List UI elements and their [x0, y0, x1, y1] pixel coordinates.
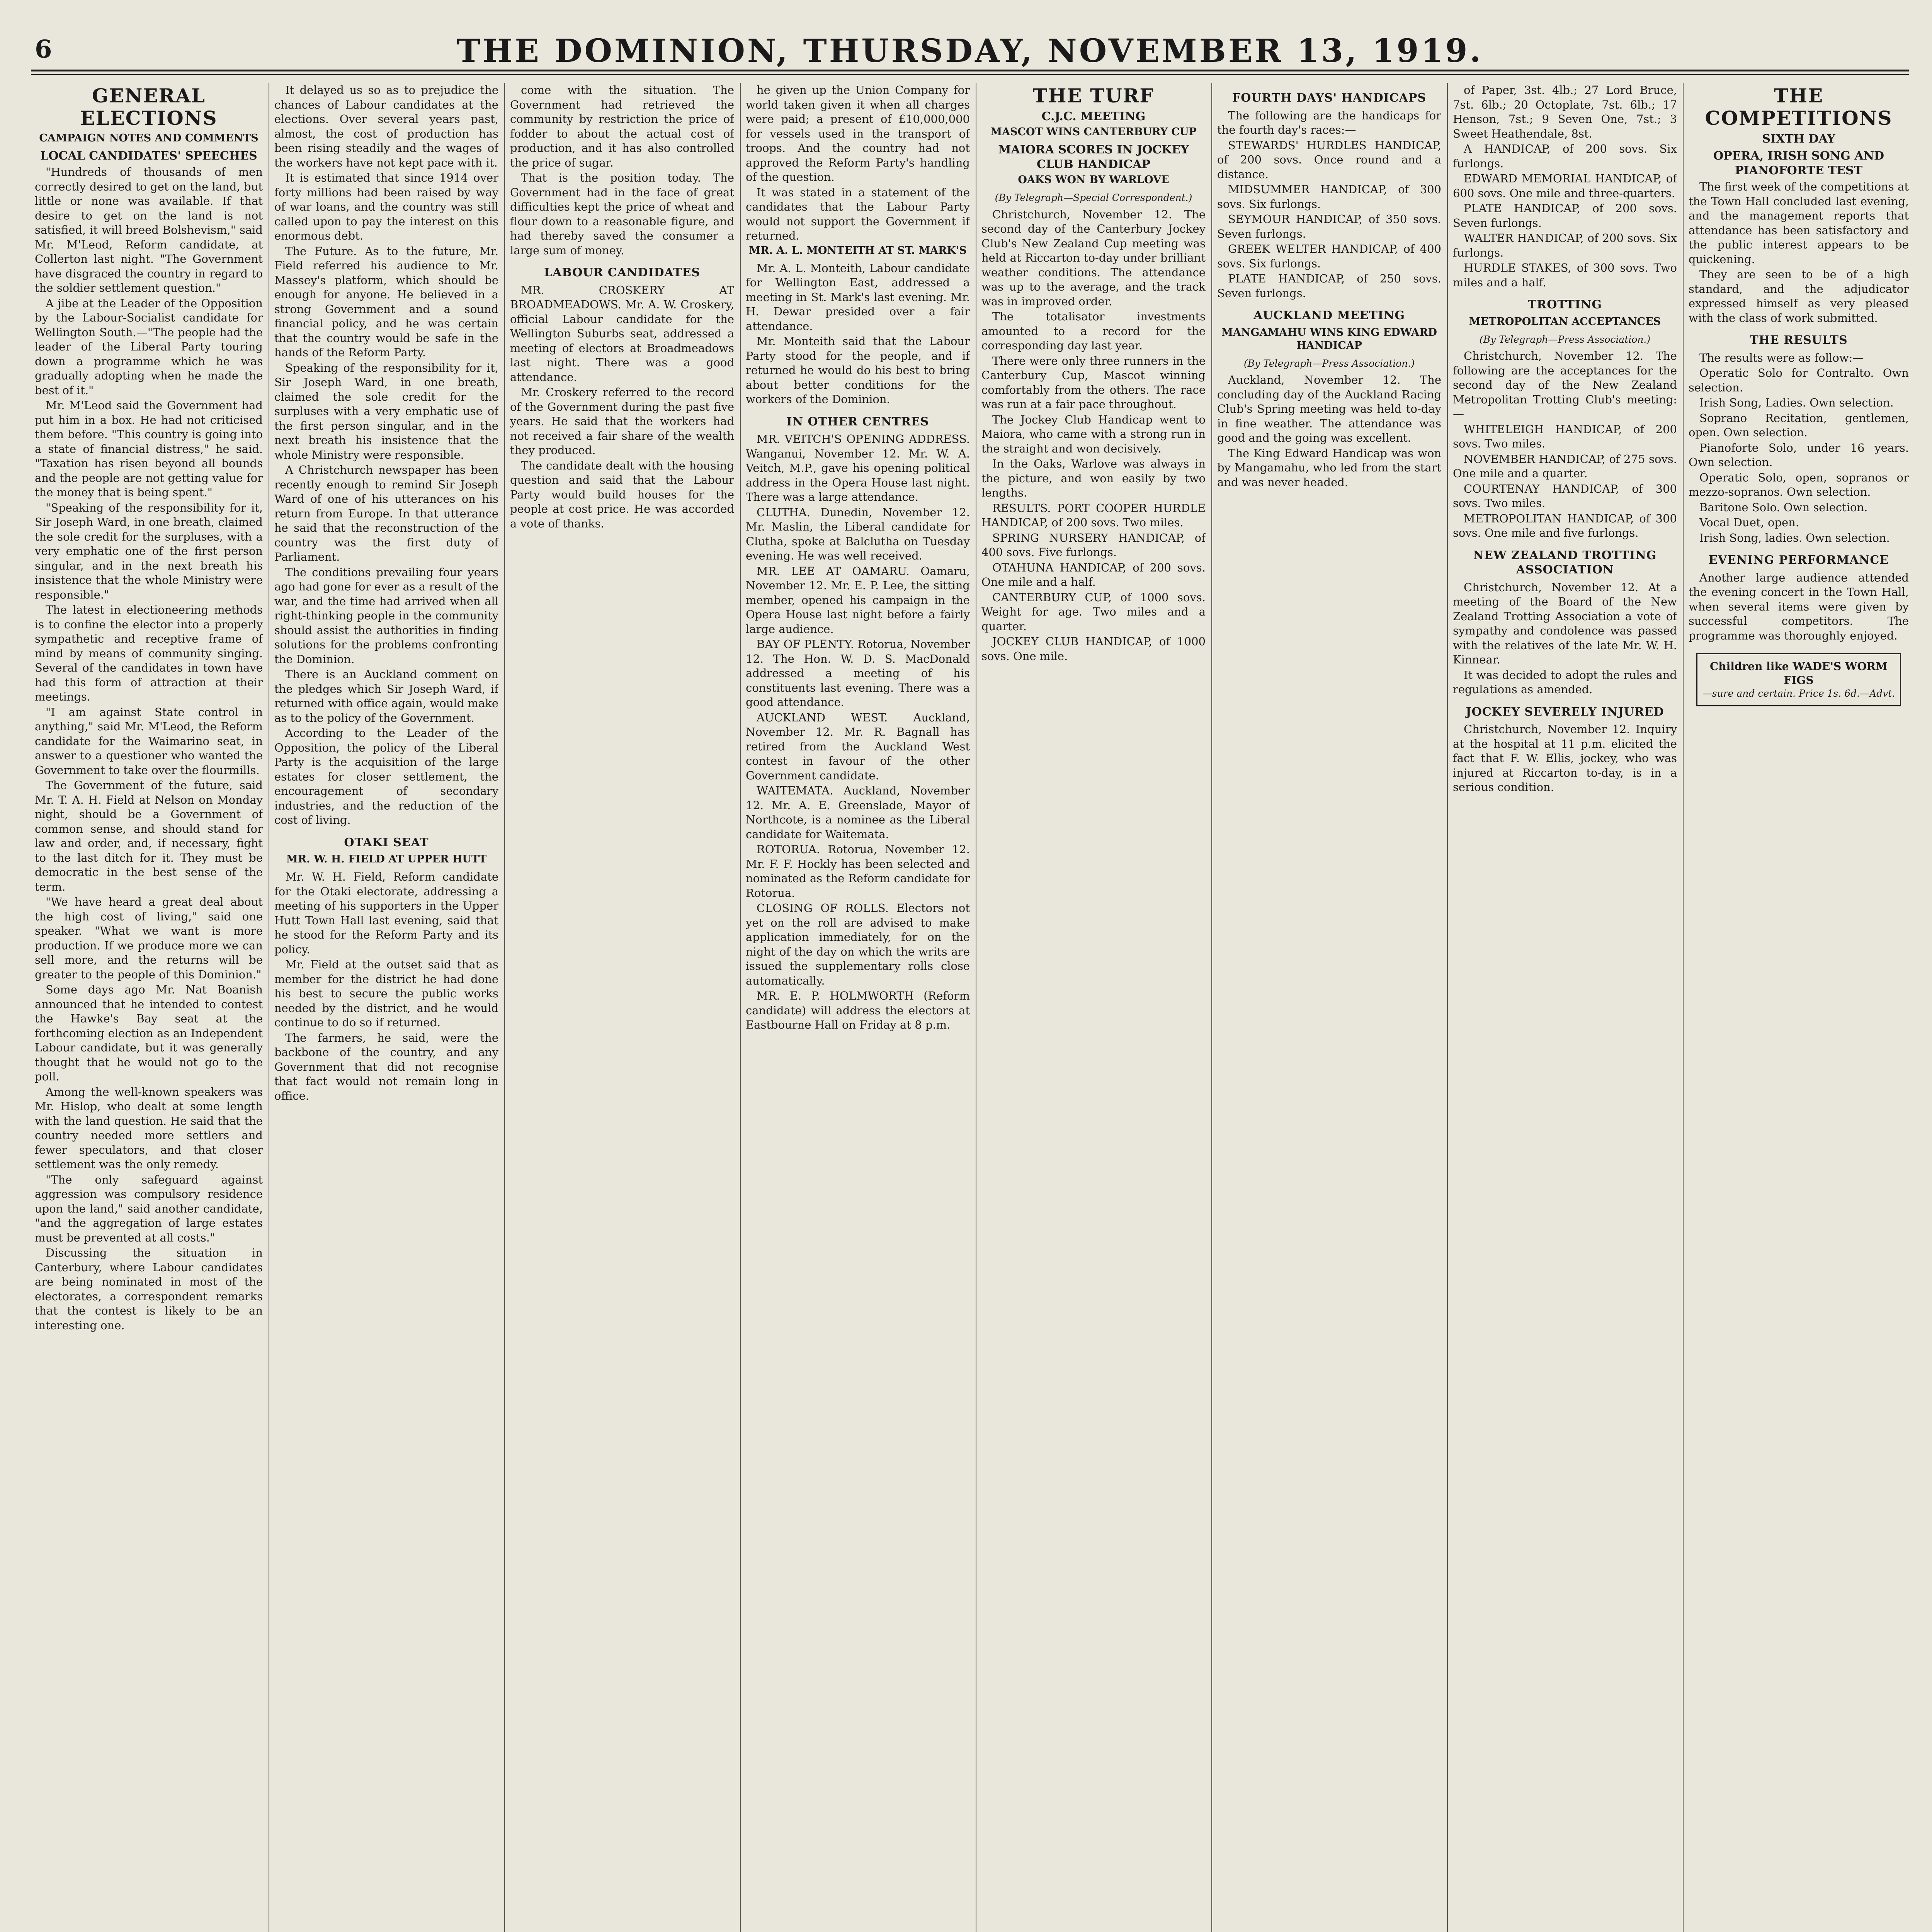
paragraph: Mr. Monteith said that the Labour Party stood for the people, and if returned he would do his best to bring about better conditions for the workers of the Dominion.: [746, 335, 970, 406]
article-heading: GENERAL ELECTIONS: [80, 84, 218, 129]
paragraph: WAITEMATA. Auckland, November 12. Mr. A. E. Greenslade, Mayor of Northcote, is a nominee as the Liberal candidate for Waitemata.: [746, 784, 970, 841]
column-7: [1453, 83, 1677, 1932]
paragraph: Christchurch, November 12. The second day of the Canterbury Jockey Club's New Zealand Cup meeting was held at Riccarton to-day under brilliant weather conditions. The attendance was up to the average, and the track was in improved order.: [981, 207, 1206, 308]
paragraph: The candidate dealt with the housing question and said that the Labour Party would build houses for the people at cost price. He was accorded a vote of thanks.: [510, 459, 734, 530]
paragraph: Baritone Solo. Own selection.: [1699, 500, 1868, 514]
paragraph: GREEK WELTER HANDICAP, of 400 sovs. Six furlongs.: [1217, 242, 1441, 270]
paragraph: The following are the handicaps for the fourth day's races:—: [1217, 109, 1441, 136]
article-subheading: SIXTH DAY: [1762, 132, 1835, 146]
paragraph: The Government of the future, said Mr. T. A. H. Field at Nelson on Monday night, should be a Government of common sense, and should stand for law and order, and, if necessary, fight to the last ditch for it. They must be democratic in the best sense of the term.: [35, 779, 263, 893]
byline: (By Telegraph—Special Correspondent.): [995, 192, 1192, 203]
section-heading: JOCKEY SEVERELY INJURED: [1466, 705, 1664, 719]
paragraph: They are seen to be of a high standard, and the adjudicator expressed himself as very pleased with the class of work submitted.: [1689, 268, 1909, 325]
section-subheading: MANGAMAHU WINS KING EDWARD HANDICAP: [1221, 326, 1437, 352]
section-heading: OAKS WON BY WARLOVE: [1018, 174, 1169, 186]
paragraph: Mr. W. H. Field, Reform candidate for the Otaki electorate, addressing a meeting of his supporters in the Upper Hutt Town Hall last evening, said that he stood for the Reform Party and its policy.: [274, 870, 498, 956]
column-rule: [1447, 83, 1448, 1932]
section-heading: AUCKLAND MEETING: [1253, 309, 1405, 322]
paragraph: METROPOLITAN HANDICAP, of 300 sovs. One mile and five furlongs.: [1453, 512, 1677, 539]
paragraph: ROTORUA. Rotorua, November 12. Mr. F. F. Hockly has been selected and nominated as the Reform candidate for Rotorua.: [746, 843, 970, 900]
paragraph: OTAHUNA HANDICAP, of 200 sovs. One mile and a half.: [981, 561, 1206, 588]
paragraph: "The only safeguard against aggression was compulsory residence upon the land," said another candidate, "and the aggregation of large estates must be prevented at all costs.": [35, 1173, 263, 1244]
column-rule: [740, 83, 741, 1932]
paragraph: SPRING NURSERY HANDICAP, of 400 sovs. Five furlongs.: [981, 531, 1206, 559]
section-heading: MASCOT WINS CANTERBURY CUP: [990, 126, 1197, 138]
section-heading: NEW ZEALAND TROTTING ASSOCIATION: [1473, 548, 1657, 577]
paragraph: "Speaking of the responsibility for it, Sir Joseph Ward, in one breath, claimed the sole credit for the surpluses, with a very emphatic one of the first person singular, and in the next breath his insistence that the whole Ministry were responsible.": [35, 501, 263, 601]
paragraph: Christchurch, November 12. The following are the acceptances for the second day of the New Zealand Metropolitan Trotting Club's meeting:—: [1453, 349, 1677, 420]
paragraph: come with the situation. The Government had retrieved the community by restriction the price of fodder to about the actual cost of production, and it has also controlled the price of sugar.: [510, 83, 734, 169]
paragraph: MR. CROSKERY AT BROADMEADOWS. Mr. A. W. Croskery, official Labour candidate for the Wellington Suburbs seat, addressed a meeting of electors at Broadmeadows last night. There was a good attendance.: [510, 283, 734, 384]
paragraph: Operatic Solo, open, sopranos or mezzo-sopranos. Own selection.: [1689, 471, 1909, 498]
section-heading: MR. A. L. MONTEITH AT ST. MARK'S: [749, 244, 967, 257]
section-subheading: METROPOLITAN ACCEPTANCES: [1469, 315, 1661, 328]
paragraph: HURDLE STAKES, of 300 sovs. Two miles and a half.: [1453, 261, 1677, 289]
paragraph: The latest in electioneering methods is to confine the elector into a properly sympathetic and receptive frame of mind by means of community singing. Several of the candidates in town have had this form of attraction at their meetings.: [35, 603, 263, 703]
article-subheading: C.J.C. MEETING: [1041, 110, 1146, 123]
paragraph: BAY OF PLENTY. Rotorua, November 12. The Hon. W. D. S. MacDonald addressed a meeting of his constituents last evening. There was a good attendance.: [746, 638, 970, 709]
paragraph: COURTENAY HANDICAP, of 300 sovs. Two miles.: [1453, 482, 1677, 510]
paragraph: The first week of the competitions at the Town Hall concluded last evening, and the management reports that attendance has been satisfactory and the public interest appears to be quickening.: [1689, 180, 1909, 266]
paragraph: PLATE HANDICAP, of 250 sovs. Seven furlongs.: [1217, 272, 1441, 300]
section-heading: EVENING PERFORMANCE: [1708, 553, 1889, 567]
paragraph: Discussing the situation in Canterbury, where Labour candidates are being nominated in most of the electorates, a correspondent remarks that the contest is likely to be an interesting one.: [35, 1246, 263, 1332]
paragraph: A jibe at the Leader of the Opposition by the Labour-Socialist candidate for Wellington South.—"The people had the leader of the Liberal Party touring down a programme which he was gradually adopting when he made the best of it.": [35, 296, 263, 397]
paragraph: Among the well-known speakers was Mr. Hislop, who dealt at some length with the land question. He said that the country needed more settlers and fewer speculators, and that closer settlement was the only remedy.: [35, 1085, 263, 1171]
paragraph: The King Edward Handicap was won by Mangamahu, who led from the start and was never headed.: [1217, 446, 1441, 489]
column-3: [510, 83, 734, 1932]
paragraph: In the Oaks, Warlove was always in the picture, and won easily by two lengths.: [981, 457, 1206, 499]
paragraph: MR. E. P. HOLMWORTH (Reform candidate) will address the electors at Eastbourne Hall on Friday at 8 p.m.: [746, 989, 970, 1031]
article-heading: THE TURF: [1033, 84, 1154, 107]
section-heading: THE RESULTS: [1750, 333, 1848, 347]
column-5: [981, 83, 1206, 1932]
paragraph: Vocal Duet, open.: [1699, 516, 1799, 529]
section-heading: IN OTHER CENTRES: [786, 415, 929, 429]
masthead-rule: [31, 74, 1909, 75]
section-heading: TROTTING: [1527, 298, 1602, 311]
paragraph: Irish Song, Ladies. Own selection.: [1699, 396, 1894, 409]
paragraph: It was stated in a statement of the candidates that the Labour Party would not support the Government if returned.: [746, 185, 970, 242]
section-subheading: MR. W. H. FIELD AT UPPER HUTT: [286, 853, 487, 865]
paragraph: The conditions prevailing four years ago had gone for ever as a result of the war, and the time had arrived when all right-thinking people in the community should assist the authorities in finding solutions for the problems confronting the Dominion.: [274, 565, 498, 666]
paragraph: Operatic Solo for Contralto. Own selection.: [1689, 366, 1909, 394]
ad-text: Children like WADE'S WORM FIGS: [1709, 660, 1888, 687]
paragraph: NOVEMBER HANDICAP, of 275 sovs. One mile and a quarter.: [1453, 452, 1677, 480]
paragraph: According to the Leader of the Opposition, the policy of the Liberal Party is the acquisition of the large estates for closer settlement, the encouragement of secondary industries, and the reduction of the cost of living.: [274, 726, 498, 827]
column-8: [1689, 83, 1909, 1932]
ad-text: —sure and certain. Price 1s. 6d.—Advt.: [1702, 688, 1895, 699]
paragraph: JOCKEY CLUB HANDICAP, of 1000 sovs. One mile.: [981, 635, 1206, 663]
paragraph: The Jockey Club Handicap went to Maiora, who came with a strong run in the straight and won decisively.: [981, 413, 1206, 455]
paragraph: The Future. As to the future, Mr. Field referred his audience to Mr. Massey's platform, which should be enough for anyone. He believed in a strong Government and a sound financial policy, and he was certain that the country would be safe in the hands of the Reform Party.: [274, 244, 498, 359]
section-heading: OPERA, IRISH SONG AND PIANOFORTE TEST: [1713, 149, 1884, 177]
paragraph: WHITELEIGH HANDICAP, of 200 sovs. Two miles.: [1453, 422, 1677, 450]
paragraph: Christchurch, November 12. At a meeting of the Board of the New Zealand Trotting Association a vote of sympathy and condolence was passed with the relatives of the late Mr. W. H. Kinnear.: [1453, 580, 1677, 666]
paragraph: "Hundreds of thousands of men correctly desired to get on the land, but little or none was available. If that desire to get on the land is not satisfied, it will breed Bolshevism," said Mr. M'Leod, Reform candidate, at Collerton last night. "The Government have disgraced the country in regard to the soldier settlement question.": [35, 165, 263, 294]
byline: (By Telegraph—Press Association.): [1243, 357, 1415, 369]
paragraph: Soprano Recitation, gentlemen, open. Own selection.: [1689, 411, 1909, 439]
paragraph: Mr. Field at the outset said that as member for the district he had done his best to secure the public works needed by the district, and he would continue to do so if returned.: [274, 958, 498, 1029]
article-subheading: CAMPAIGN NOTES AND COMMENTS: [39, 132, 259, 144]
paragraph: PLATE HANDICAP, of 200 sovs. Seven furlongs.: [1453, 202, 1677, 230]
paragraph: There is an Auckland comment on the pledges which Sir Joseph Ward, if returned with office again, would make as to the policy of the Government.: [274, 668, 498, 724]
section-heading: OTAKI SEAT: [344, 835, 429, 849]
paragraph: Some days ago Mr. Nat Boanish announced that he intended to contest the Hawke's Bay seat at the forthcoming election as an Independent Labour candidate, but it was generally thought that he would not go to the poll.: [35, 983, 263, 1083]
paragraph: he given up the Union Company for world taken given it when all charges were paid; a present of £10,000,000 for vessels used in the transport of troops. And the country had not approved the Reform Party's handling of the question.: [746, 83, 970, 184]
column-rule: [1683, 83, 1684, 1932]
paragraph: MR. LEE AT OAMARU. Oamaru, November 12. Mr. E. P. Lee, the sitting member, opened his campaign in the Opera House last night before a fairly large audience.: [746, 564, 970, 636]
paragraph: Mr. M'Leod said the Government had put him in a box. He had not criticised them before. "This country is going into a state of financial distress," he said. "Taxation has risen beyond all bounds and the people are not getting value for the money that is being spent.": [35, 399, 263, 499]
advertisement: [1696, 653, 1901, 706]
column-1: [35, 83, 263, 1932]
paragraph: There were only three runners in the Canterbury Cup, Mascot winning comfortably from the others. The race was run at a fair pace throughout.: [981, 354, 1206, 411]
column-rule: [504, 83, 505, 1932]
paragraph: WALTER HANDICAP, of 200 sovs. Six furlongs.: [1453, 231, 1677, 259]
column-2: [274, 83, 498, 1932]
newspaper-title: THE DOMINION, THURSDAY, NOVEMBER 13, 1919.: [456, 32, 1483, 70]
paragraph: Irish Song, ladies. Own selection.: [1699, 531, 1890, 544]
article-heading: THE COMPETITIONS: [1705, 84, 1893, 129]
paragraph: "We have heard a great deal about the high cost of living," said one speaker. "What we want is more production. If we produce more we can sell more, and the returns will be greater to the people of this Dominion.": [35, 895, 263, 981]
paragraph: RESULTS. PORT COOPER HURDLE HANDICAP, of 200 sovs. Two miles.: [981, 501, 1206, 529]
paragraph: A HANDICAP, of 200 sovs. Six furlongs.: [1453, 142, 1677, 170]
byline: (By Telegraph—Press Association.): [1479, 333, 1651, 345]
paragraph: The farmers, he said, were the backbone of the country, and any Government that did not recognise that fact would not remain long in office.: [274, 1031, 498, 1102]
page-number: 6: [35, 35, 52, 64]
section-heading: MAIORA SCORES IN JOCKEY CLUB HANDICAP: [998, 143, 1189, 171]
paragraph: CANTERBURY CUP, of 1000 sovs. Weight for age. Two miles and a quarter.: [981, 590, 1206, 633]
paragraph: The totalisator investments amounted to a record for the corresponding day last year.: [981, 310, 1206, 352]
paragraph: Mr. A. L. Monteith, Labour candidate for Wellington East, addressed a meeting in St. Mark's last evening. Mr. H. Dewar presided over a fair attendance.: [746, 261, 970, 333]
paragraph: Pianoforte Solo, under 16 years. Own selection.: [1689, 441, 1909, 469]
section-heading: LABOUR CANDIDATES: [544, 266, 701, 279]
paragraph: A Christchurch newspaper has been recently enough to remind Sir Joseph Ward of one of his utterances on his return from Europe. In that utterance he said that the reconstruction of the country was the first duty of Parliament.: [274, 463, 498, 563]
paragraph: Another large audience attended the evening concert in the Town Hall, when several items were given by successful competitors. The programme was thoroughly enjoyed.: [1689, 571, 1909, 642]
paragraph: It is estimated that since 1914 over forty millions had been raised by way of war loans, and the country was still called upon to pay the interest on this enormous debt.: [274, 171, 498, 242]
column-rule: [1211, 83, 1212, 1932]
masthead: [31, 31, 1909, 71]
column-6: [1217, 83, 1441, 1932]
paragraph: Christchurch, November 12. Inquiry at the hospital at 11 p.m. elicited the fact that F. W. Ellis, jockey, who was injured at Riccarton to-day, is in a serious condition.: [1453, 723, 1677, 794]
paragraph: of Paper, 3st. 4lb.; 27 Lord Bruce, 7st. 6lb.; 20 Octoplate, 7st. 6lb.; 17 Henson, 7st.; 9 Seven One, 7st.; 3 Sweet Heathendale, 8st.: [1453, 83, 1677, 140]
paragraph: AUCKLAND WEST. Auckland, November 12. Mr. R. Bagnall has retired from the Auckland West contest in favour of the other Government candidate.: [746, 711, 970, 782]
paragraph: SEYMOUR HANDICAP, of 350 sovs. Seven furlongs.: [1217, 213, 1441, 240]
paragraph: STEWARDS' HURDLES HANDICAP, of 200 sovs. Once round and a distance.: [1217, 138, 1441, 181]
paragraph: Auckland, November 12. The concluding day of the Auckland Racing Club's Spring meeting was held to-day in fine weather. The attendance was good and the going was excellent.: [1217, 373, 1441, 444]
paragraph: "I am against State control in anything," said Mr. M'Leod, the Reform candidate for the Waimarino seat, in answer to a questioner who wanted the Government to take over the flourmills.: [35, 705, 263, 777]
section-heading: FOURTH DAYS' HANDICAPS: [1232, 91, 1427, 105]
paragraph: It delayed us so as to prejudice the chances of Labour candidates at the elections. Over several years past, almost, the cost of production has been rising steadily and the wages of the workers have not kept pace with it.: [274, 83, 498, 169]
paragraph: CLOSING OF ROLLS. Electors not yet on the roll are advised to make application immediately, for on the night of the day on which the writs are issued the supplementary rolls close automatically.: [746, 901, 970, 987]
paragraph: The results were as follow:—: [1699, 351, 1864, 364]
paragraph: MIDSUMMER HANDICAP, of 300 sovs. Six furlongs.: [1217, 183, 1441, 211]
paragraph: That is the position today. The Government had in the face of great difficulties kept the price of wheat and flour down to a reasonable figure, and had thereby saved the consumer a large sum of money.: [510, 171, 734, 257]
paragraph: EDWARD MEMORIAL HANDICAP, of 600 sovs. One mile and three-quarters.: [1453, 172, 1677, 200]
paragraph: Speaking of the responsibility for it, Sir Joseph Ward, in one breath, claimed the sole credit for the surpluses with a very emphatic use of the first person singular, and in the next breath his insistence that the whole Ministry were responsible.: [274, 361, 498, 461]
paragraph: CLUTHA. Dunedin, November 12. Mr. Maslin, the Liberal candidate for Clutha, spoke at Balclutha on Tuesday evening. He was well received.: [746, 505, 970, 562]
paragraph: Mr. Croskery referred to the record of the Government during the past five years. He said that the workers had not received a fair share of the wealth they produced.: [510, 386, 734, 457]
paragraph: MR. VEITCH'S OPENING ADDRESS. Wanganui, November 12. Mr. W. A. Veitch, M.P., gave his opening political address in the Opera House last night. There was a large attendance.: [746, 432, 970, 503]
section-heading: LOCAL CANDIDATES' SPEECHES: [40, 149, 257, 163]
column-4: [746, 83, 970, 1932]
paragraph: It was decided to adopt the rules and regulations as amended.: [1453, 668, 1677, 696]
